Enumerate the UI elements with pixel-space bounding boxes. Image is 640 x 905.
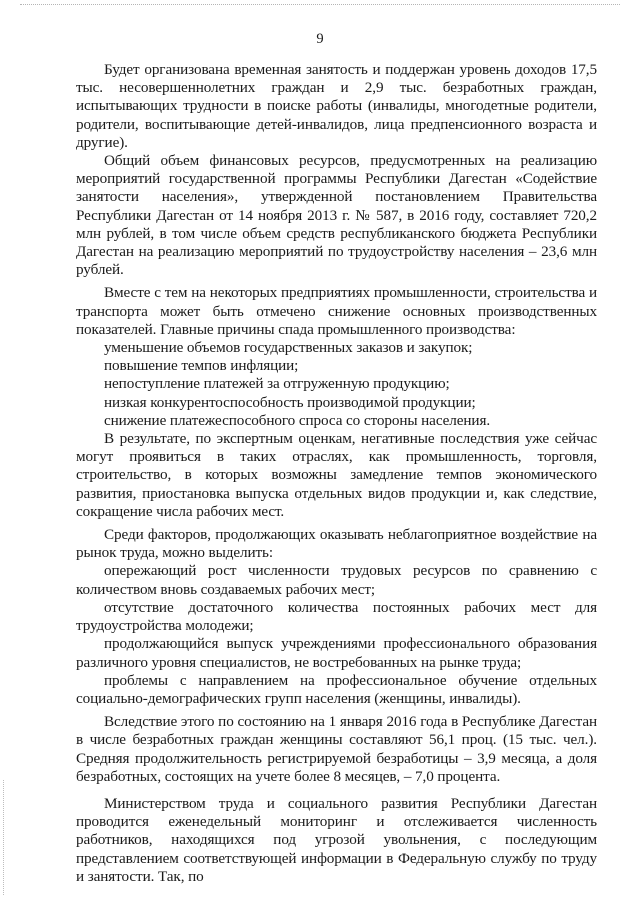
list-item-payments: непоступление платежей за отгруженную продукцию; [104,375,450,393]
list-item-training: проблемы с направлением на профессиональное обучение отдельных социально-демографических групп населения (женщины, инвалиды). [76,671,597,707]
list-item-graduates: продолжающийся выпуск учреждениями профессионального образования различного уровня специалистов, не востребованных на рынке труда; [76,635,597,671]
list-item-demand: снижение платежеспособного спроса со стороны населения. [104,411,491,429]
list-item-orders: уменьшение объемов государственных заказов и закупок; [104,339,473,357]
paragraph-unemployment-stats: Вследствие этого по состоянию на 1 января 2016 года в Республике Дагестан в числе безработных граждан женщины составляют 56,1 проц. (15 тыс. чел.). Средняя продолжительность регистрируемой безработицы – 3,9 месяца, а доля безработных, состоящих на учете более 8 месяцев, – 7,0 процента. [76,713,597,785]
page-number: 9 [316,31,324,47]
paragraph-financing: Общий объем финансовых ресурсов, предусмотренных на реализацию мероприятий государственной программы Республики Дагестан «Содействие занятости населения», утвержденной постановлением Правительства Республики Дагестан от 14 ноября 2013 г. № 587, в 2016 году, составляет 720,2 млн рублей, в том числе объем средств республиканского бюджета Республики Дагестан на реализацию мероприятий по трудоустройству населения – 23,6 млн рублей. [76,152,597,279]
document-body [76,61,597,886]
paragraph-factors: Среди факторов, продолжающих оказывать неблагоприятное воздействие на рынок труда, можно выделить: [76,526,597,562]
list-item-inflation: повышение темпов инфляции; [104,357,299,375]
paragraph-consequences: В результате, по экспертным оценкам, негативные последствия уже сейчас могут проявиться в таких отраслях, как промышленность, торговля, строительство, в которых возможны замедление темпов экономического развития, приостановка выпуска отдельных видов продукции и, как следствие, сокращение числа рабочих мест. [76,430,597,520]
paragraph-production-decline: Вместе с тем на некоторых предприятиях промышленности, строительства и транспорта может быть отмечено снижение основных производственных показателей. Главные причины спада промышленного производства: [76,284,597,338]
scan-edge-left [3,780,4,895]
paragraph-monitoring: Министерством труда и социального развития Республики Дагестан проводится еженедельный мониторинг и отслеживается численность работников, находящихся под угрозой увольнения, с последующим представлением соответствующей информации в Федеральную службу по труду и занятости. Так, по [76,794,597,885]
list-item-youth-jobs: отсутствие достаточного количества постоянных рабочих мест для трудоустройства молодежи; [76,598,597,635]
paragraph-employment: Будет организована временная занятость и поддержан уровень доходов 17,5 тыс. несовершеннолетних граждан и 2,9 тыс. безработных граждан, испытывающих трудности в поиске работы (инвалиды, многодетные родители, родители, воспитывающие детей-инвалидов, лица предпенсионного возраста и другие). [76,61,597,151]
scan-edge-top [20,4,620,5]
list-item-competitiveness: низкая конкурентоспособность производимой продукции; [104,393,476,411]
list-item-labor-growth: опережающий рост численности трудовых ресурсов по сравнению с количеством вновь создаваемых рабочих мест; [76,562,597,598]
